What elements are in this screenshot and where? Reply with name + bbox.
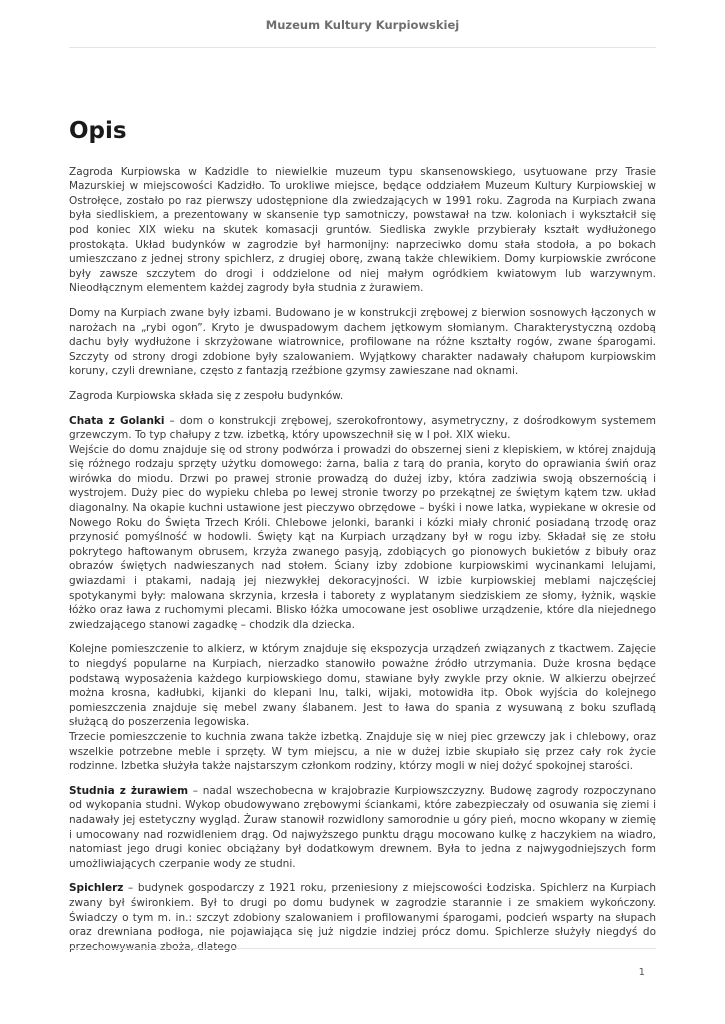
paragraph-intro: Zagroda Kurpiowska w Kadzidle to niewielkie muzeum typu skansenowskiego, usytuowane przy Trasie Mazurskiej w miejscowości Kadzidło. To urokliwe miejsce, będące oddziałem Muzeum Kultury Kurpiowskiej w Ostrołęce, zostało po raz pierwszy udostępnione dla zwiedzających w 1991 roku. Zagroda na Kurpiach zwana była siedliskiem, a prezentowany w skansenie typ samotniczy, powstawał na tzw. koloniach i wykształcił się pod koniec XIX wieku na skutek komasacji gruntów. Siedliska zwykle przybierały kształt wydłużonego prostokąta. Układ budynków w zagrodzie był harmonijny: naprzeciwko domu stała stodoła, a po bokach umieszczano z jednej strony spichlerz, z drugiej oborę, zwaną także chlewikiem. Domy kurpiowskie zwrócone były zawsze szczytem do drogi i oddzielone od niej małym ogródkiem kwiatowym lub warzywnym. Nieodłącznym elementem każdej zagrody była studnia z żurawiem. [69, 165, 656, 295]
paragraph-studnia [69, 784, 656, 872]
header-title: Muzeum Kultury Kurpiowskiej [265, 18, 460, 32]
spichlerz-title: Spichlerz [69, 882, 124, 895]
page-number: 1 [638, 967, 645, 978]
paragraph-chata [69, 414, 656, 443]
paragraph-houses: Domy na Kurpiach zwane były izbami. Budowano je w konstrukcji zrębowej z bierwion sosnowych łączonych w narożach na „rybi ogon”. Kryto je dwuspadowym dachem jętkowym słomianym. Charakterystyczną ozdobą dachu były wydłużone i skrzyżowane wiatrownice, profilowane na różne kształty rogów, zwane śparogami. Szczyty od strony drogi zdobione były szalowaniem. Wyjątkowy charakter nadawały chałupom kurpiowskim koruny, czyli drewniane, często z fantazją rzeźbione gzymsy zawieszane nad oknami. [69, 306, 656, 378]
document-body [69, 118, 656, 964]
studnia-title: Studnia z żurawiem [69, 784, 189, 797]
paragraph-spichlerz [69, 881, 656, 954]
section-heading: Opis [69, 118, 127, 144]
chata-intro: – dom o konstrukcji zrębowej, szerokofrontowy, asymetryczny, z dośrodkowym systemem grzewczym. To typ chałupy z tzw. izbetką, który upowszechnił się w I poł. XIX wieku. [69, 414, 656, 442]
page-footer-divider [69, 948, 656, 949]
paragraph-alkierz: Kolejne pomieszczenie to alkierz, w którym znajduje się ekspozycja urządzeń związanych z tkactwem. Zajęcie to niegdyś popularne na Kurpiach, nierzadko stanowiło poważne źródło utrzymania. Duże krosna będące podstawą wyposażenia każdego kurpiowskiego domu, stawiane były zwykle przy oknie. W alkierzu obejrzeć można krosna, kadłubki, kijanki do klepani lnu, talki, wijaki, motowidła itp. Obok wyjścia do kolejnego pomieszczenia znajduje się mebel zwany ślabanem. Jest to ława do spania z wysuwaną z boku szufladą służącą do poszerzenia legowiska. [69, 643, 656, 729]
studnia-body: – nadal wszechobecna w krajobrazie Kurpiowszczyzny. Budowę zagrody rozpoczynano od wykopania studni. Wykop obudowywano zrębowymi ściankami, które zabezpieczały od osuwania się ziemi i nadawały jej estetyczny wygląd. Żuraw stanowił rozwidlony samorodnie u góry pień, mocno wkopany w ziemię i umocowany nad rozwidleniem drąg. Od najwyższego punktu drągu mocowano kulkę z haczykiem na wiadro, natomiast jego drugi koniec obciążany był dodatkowym drewnem. Była to jedna z najwygodniejszych form umożliwiających czerpanie wody ze studni. [69, 784, 656, 870]
spichlerz-body: – budynek gospodarczy z 1921 roku, przeniesiony z miejscowości Łodziska. Spichlerz na Kurpiach zwany był świronkiem. Był to drugi po domu budynek w zagrodzie starannie i ze smakiem wykończony. Świadczy o tym m. in.: szczyt zdobiony szalowaniem i profilowanymi śparogami, podcień wsparty na słupach oraz drewniana podłoga, nie pojawiająca się już nigdzie indziej prócz domu. Spichlerze służyły niegdyś do przechowywania zboża, dlatego [69, 882, 656, 953]
paragraph-buildings: Zagroda Kurpiowska składa się z zespołu budynków. [69, 389, 344, 402]
paragraph-chata-body: Wejście do domu znajduje się od strony podwórza i prowadzi do obszernej sieni z klepiskiem, w której znajdują się różnego rodzaju sprzęty użytku domowego: żarna, balia z tarą do prania, koryto do oprawiania świń oraz wirówka do miodu. Drzwi po prawej stronie prowadzą do dużej izby, która zadziwia swoją obszernością i wystrojem. Duży piec do wypieku chleba po lewej stronie tworzy po przekątnej ze świętym kątem tzw. układ diagonalny. Na okapie kuchni ustawione jest pieczywo obrzędowe – byśki i nowe latka, wypiekane w okresie od Nowego Roku do Święta Trzech Króli. Chlebowe jelonki, baranki i kózki miały chronić posiadaną trzodę oraz przynosić pomyślność w hodowli. Święty kąt na Kurpiach urządzany był w rogu izby. Składał się ze stołu pokrytego haftowanym obrusem, krzyża zwanego pasyją, zdobiących go pionowych bukietów z bibuły oraz obrazów świętych nadwieszanych nad stołem. Ściany izby zdobione kurpiowskimi wycinankami lelujami, gwiazdami i ptakami, nadają jej niezwykłej dekoracyjności. W izbie kurpiowskiej meblami najczęściej spotykanymi były: malowana skrzynia, krzesła i taborety z wyplatanym siedziskiem ze słomy, łyżnik, wąskie łóżko oraz ława z ruchomymi plecami. Blisko łóżka umocowane jest osobliwe urządzenie, które dla niejednego zwiedzającego stanowi zagadkę – chodzik dla dziecka. [69, 443, 656, 631]
page-header [69, 0, 656, 48]
chata-title: Chata z Golanki [69, 414, 165, 427]
paragraph-izbetka: Trzecie pomieszczenie to kuchnia zwana także izbetką. Znajduje się w niej piec grzewczy jak i chlebowy, oraz wszelkie potrzebne meble i sprzęty. W tym miejscu, a nie w dużej izbie skupiało się przez cały rok życie rodzinne. Izbetka służyła także najstarszym członkom rodziny, którzy mogli w niej dożyć spokojnej starości. [69, 730, 656, 773]
